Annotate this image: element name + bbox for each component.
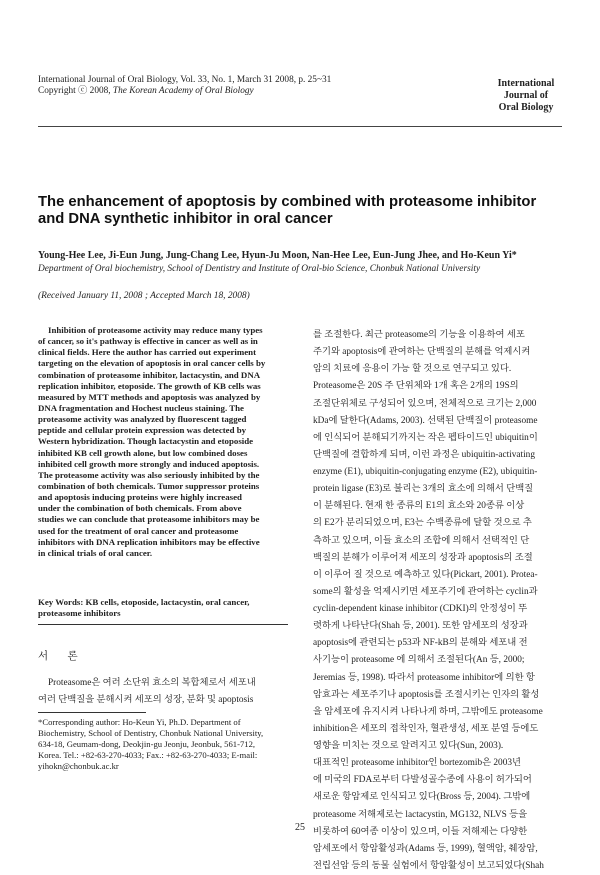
body-line: 암효과는 세포주기나 apoptosis를 조절시키는 인자의 활성 xyxy=(313,689,540,700)
journal-name-line: Journal of xyxy=(503,90,549,101)
abstract xyxy=(38,325,288,559)
journal-name-line: Oral Biology xyxy=(498,102,554,113)
corresponding-author-footnote xyxy=(38,717,288,772)
abstract-line: of cancer, so it's pathway is effective in cancer as well as in xyxy=(38,336,258,347)
body-line: 암의 치료에 응용이 가능 할 것으로 연구되고 있다. xyxy=(313,364,512,375)
copyright-line xyxy=(38,86,254,97)
body-line: 새로운 항암제로 인식되고 있다(Bross 등, 2004). 그밖에 xyxy=(313,792,531,803)
body-line: apoptosis에 관련되는 p53과 NF-kB의 분해와 세포내 전 xyxy=(313,638,528,649)
abstract-line: used for the treatment of oral cancer and proteasome xyxy=(38,525,239,536)
journal-citation: International Journal of Oral Biology, Vol. 33, No. 1, March 31 2008, p. 25~31 xyxy=(38,75,332,85)
body-line: 에 인식되어 분해되기까지는 작은 펩타이드인 ubiquitin이 xyxy=(313,432,538,443)
body-line: 이 이루어 질 것으로 예측하고 있다(Pickart, 2001). Protea- xyxy=(313,569,538,580)
abstract-line: The proteasome activity was also seriously inhibited by the xyxy=(38,469,260,480)
introduction-line: Proteasome은 여러 소단위 효소의 복합체로서 세포내 xyxy=(48,678,256,688)
body-line: enzyme (E1), ubiquitin-conjugating enzyme (E2), ubiquitin- xyxy=(313,467,538,477)
body-line: 단백질에 결합하게 되며, 이런 과정은 ubiquitin-activating xyxy=(313,449,535,460)
abstract-line: targeting on the elevation of apoptosis in oral cancer cells by xyxy=(38,358,266,369)
introduction-text xyxy=(38,675,288,709)
body-line: 렷하게 나타난다(Shah 등, 2001). 또한 암세포의 성장과 xyxy=(313,621,528,632)
body-line: 백질의 분해가 이루어져 세포의 성장과 apoptosis의 조절 xyxy=(313,552,533,563)
body-line: 사기능이 proteasome 에 의해서 조절된다(An 등, 2000; xyxy=(313,655,525,666)
keywords-divider xyxy=(38,624,288,625)
abstract-line: inhibited KB cell growth alone, but low combined doses xyxy=(38,447,248,458)
paper-title xyxy=(38,194,568,228)
body-line: proteasome 저해제로는 lactacystin, MG132, NLVS 등을 xyxy=(313,809,528,820)
paper-title-line: The enhancement of apoptosis by combined with proteasome inhibitor xyxy=(38,194,537,210)
abstract-line: peptide and cellular protein expression was detected by xyxy=(38,425,247,436)
body-line: 전립선암 등의 동물 실험에서 항암활성이 보고되었다(Shah xyxy=(313,860,544,871)
abstract-line: inhibitors with DNA replication inhibitors may be effective xyxy=(38,536,260,547)
abstract-line: measured by MTT methods and apoptosis was analyzed by xyxy=(38,391,261,402)
abstract-line: inhibited cell growth more strongly and induced apoptosis. xyxy=(38,458,260,469)
body-line: 주기와 apoptosis에 관여하는 단백질의 분해를 억제시켜 xyxy=(313,347,531,358)
body-line: 영향을 미치는 것으로 알려지고 있다(Sun, 2003). xyxy=(313,741,504,751)
copyright-prefix: Copyright xyxy=(38,86,79,96)
body-line: 이 분해된다. 현재 한 종류의 E1의 효소와 20종류 이상 xyxy=(313,501,525,512)
copyright-society: The Korean Academy of Oral Biology xyxy=(112,86,254,96)
body-line: 측하고 있으며, 이들 효소의 조합에 의해서 선택적인 단 xyxy=(313,535,530,546)
body-line: 조절단위체로 구성되어 있으며, 전체적으로 크기는 2,000 xyxy=(313,398,537,409)
copyright-symbol: ⓒ xyxy=(78,86,88,96)
section-heading-introduction: 서 론 xyxy=(38,650,86,662)
affiliation: Department of Oral biochemistry, School of Dentistry and Institute of Oral-bio Science, Chonbuk National University xyxy=(38,264,481,274)
abstract-line: proteasome activity was analyzed by fluorescent tagged xyxy=(38,414,247,425)
journal-name-line: International xyxy=(497,78,555,89)
journal-name-box xyxy=(490,78,562,114)
abstract-line: combination of both chemicals. Tumor suppressor proteins xyxy=(38,480,260,491)
page-number: 25 xyxy=(295,822,305,833)
body-line: protein ligase (E3)로 불리는 3개의 효소에 의해서 단백질 xyxy=(313,484,534,495)
abstract-line: under the combination of both chemicals. From above xyxy=(38,503,242,514)
keywords-line: proteasome inhibitors xyxy=(38,608,121,619)
author-list: Young-Hee Lee, Ji-Eun Jung, Jung-Chang Lee, Hyun-Ju Moon, Nan-Hee Lee, Eun-Jung Jhee, and Ho-Keun Yi* xyxy=(38,250,517,261)
body-line: cyclin-dependent kinase inhibitor (CDKI)의 안정성이 뚜 xyxy=(313,604,528,614)
footnote-line: *Corresponding author: Ho-Keun Yi, Ph.D. Department of xyxy=(38,717,241,727)
body-line: 에 미국의 FDA로부터 다발성골수종에 사용이 허가되어 xyxy=(313,775,532,786)
abstract-line: and apoptosis inducing proteins were highly increased xyxy=(38,492,242,503)
body-line: 암세포에서 항암활성과(Adams 등, 1999), 혈액암, 췌장암, xyxy=(313,843,538,854)
header-divider xyxy=(38,126,562,127)
abstract-line: in clinical trials of oral cancer. xyxy=(38,547,153,558)
right-column-text xyxy=(313,327,565,875)
abstract-line: replication inhibitor, etoposide. The growth of KB cells was xyxy=(38,380,261,391)
footnote-divider xyxy=(38,712,146,713)
footnote-line: Biochemistry, School of Dentistry, Chonbuk National University, xyxy=(38,728,264,739)
footnote-line: Korea. Tel.: +82-63-270-4033; Fax.: +82-63-270-4033; E-mail: xyxy=(38,750,258,761)
body-line: 을 암세포에 유지시켜 나타나게 하며, 그밖에도 proteasome xyxy=(313,706,543,717)
received-accepted-dates: (Received January 11, 2008 ; Accepted March 18, 2008) xyxy=(38,291,250,301)
introduction-line: 여러 단백질을 분해시켜 세포의 성장, 분화 및 apoptosis xyxy=(38,695,254,706)
body-line: some의 활성을 억제시키면 세포주기에 관여하는 cyclin과 xyxy=(313,586,538,597)
body-line: 대표적인 proteasome inhibitor인 bortezomib은 2003년 xyxy=(313,758,521,769)
paper-title-line: and DNA synthetic inhibitor in oral cancer xyxy=(38,211,333,227)
body-line: Proteasome은 20S 주 단위체와 1개 혹은 2개의 19S의 xyxy=(313,381,519,392)
body-line: 비롯하여 60여종 이상이 있으며, 이들 저해제는 다양한 xyxy=(313,826,528,837)
body-line: 의 E2가 분리되었으며, E3는 수백종류에 달할 것으로 추 xyxy=(313,518,532,529)
keywords xyxy=(38,597,288,620)
abstract-line: Inhibition of proteasome activity may reduce many types xyxy=(48,325,263,335)
body-line: kDa에 달한다(Adams, 2003). 선택된 단백질이 proteasome xyxy=(313,415,538,426)
body-line: Jeremias 등, 1998). 따라서 proteasome inhibitor에 의한 항 xyxy=(313,672,535,683)
abstract-line: Western hybridization. Though lactacystin and etoposide xyxy=(38,436,254,447)
abstract-line: studies we can conclude that proteasome inhibitors may be xyxy=(38,514,260,525)
footnote-line: 634-18, Geumam-dong, Deokjin-gu Jeonju, Jeonbuk, 561-712, xyxy=(38,739,256,750)
abstract-line: combination of proteasome inhibitor, lactacystin, and DNA xyxy=(38,369,261,380)
body-line: 를 조절한다. 최근 proteasome의 기능을 이용하여 세포 xyxy=(313,330,525,340)
abstract-line: DNA fragmentation and Hochest nucleus staining. The xyxy=(38,402,244,413)
body-line: inhibition은 세포의 접착인자, 혈관생성, 세포 분열 등에도 xyxy=(313,723,539,734)
keywords-line: Key Words: KB cells, etoposide, lactacystin, oral cancer, xyxy=(38,597,250,607)
abstract-line: clinical fields. Here the author has carried out experiment xyxy=(38,347,257,358)
copyright-year: 2008, xyxy=(87,86,113,96)
footnote-line: yihokn@chonbuk.ac.kr xyxy=(38,761,119,772)
